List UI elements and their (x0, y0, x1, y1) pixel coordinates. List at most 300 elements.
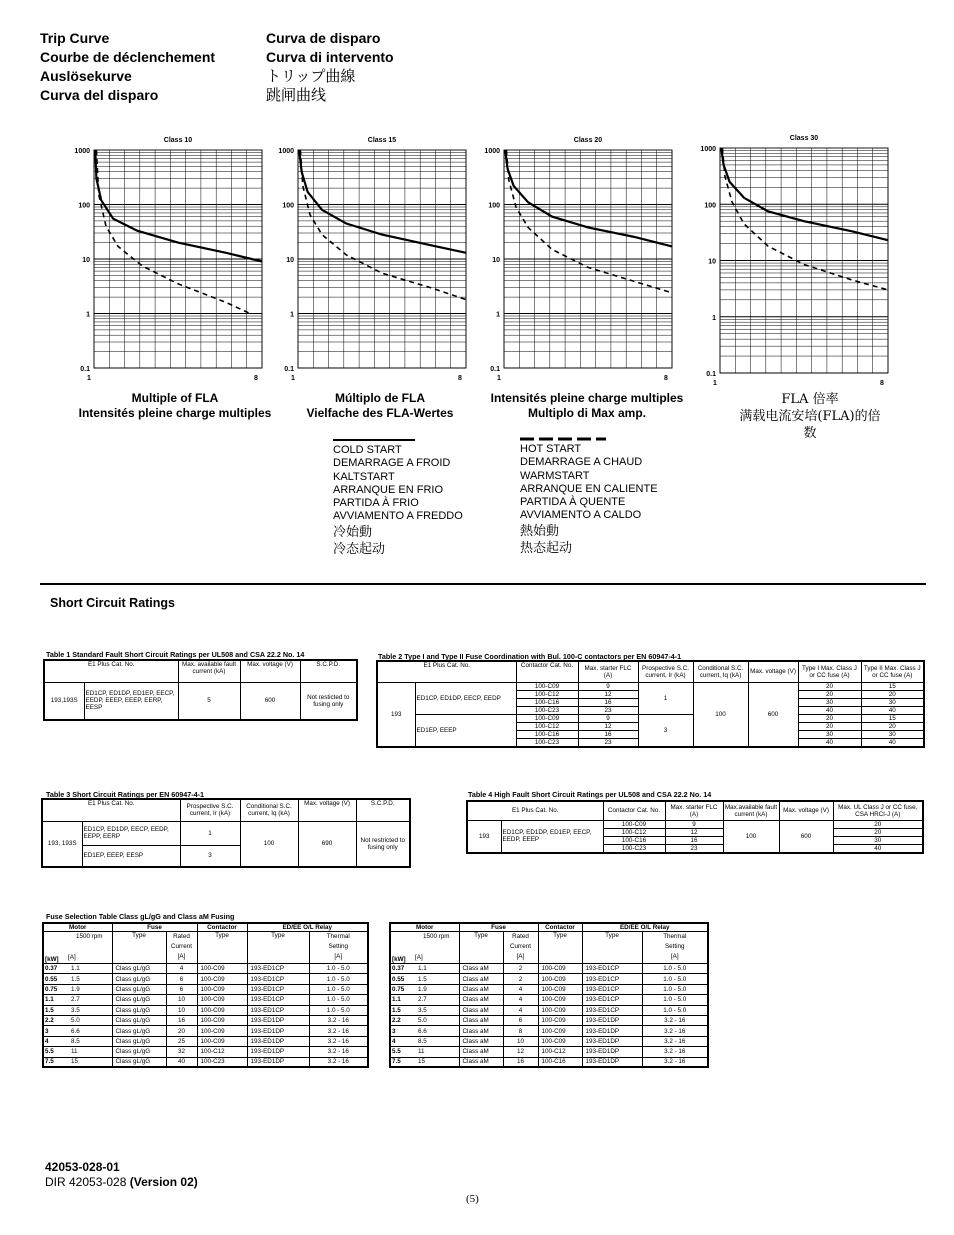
fuse-cell: Class aM (459, 1005, 503, 1015)
table2-cell: 23 (578, 706, 638, 714)
section-divider (40, 583, 926, 585)
legend-cold-cjk: 冷始動 (333, 524, 373, 540)
y-tick-label: 100 (704, 202, 716, 210)
legend-dashed-line (520, 436, 606, 442)
fuse-cell: 15 (67, 1057, 112, 1067)
table2-header: E1 Plus Cat. No. (377, 661, 516, 682)
fuse-cell: Class aM (459, 995, 503, 1005)
fuse-cell: 3.2 - 16 (309, 1015, 368, 1025)
fuse-row (390, 1015, 708, 1025)
fuse-row (43, 995, 368, 1005)
fuse-header: Type (459, 932, 503, 964)
legend-cold-line: ARRANQUE EN FRIO (333, 483, 444, 496)
fuse-cell: Class gL/gG (112, 964, 166, 974)
fuse-cell: 193-ED1DP (247, 1047, 309, 1057)
caption-line: Multiplo di Max amp. (527, 406, 646, 420)
fuse-table-gl (42, 922, 369, 1068)
fuse-cell: 193-ED1DP (582, 1047, 642, 1057)
fuse-cell: 100-C09 (197, 1015, 247, 1025)
hot-start-curve (300, 150, 466, 300)
table1-header: Max. available fault current (kA) (178, 660, 240, 682)
fuse-cell: 3.2 - 16 (309, 1036, 368, 1046)
fuse-row (390, 1026, 708, 1036)
table2-cell: 100-C09 (516, 714, 578, 722)
table4-cell: 16 (665, 836, 723, 844)
trip-curve-chart-class-15 (264, 132, 474, 384)
fuse-cell: 2.2 (43, 1015, 67, 1025)
fuse-cell: 4 (166, 964, 197, 974)
table2-header: Type I Max. Class J or CC fuse (A) (798, 661, 861, 682)
table4-cell: 20 (833, 828, 923, 836)
fuse-cell: Class gL/gG (112, 1047, 166, 1057)
fuse-cell: 193-ED1CP (582, 1005, 642, 1015)
chart-title: Class 15 (367, 137, 397, 144)
fuse-cell: 1.1 (67, 964, 112, 974)
table2-cell: 1 (638, 682, 693, 714)
table4-cell: 20 (833, 820, 923, 828)
fuse-cell: 4 (43, 1036, 67, 1046)
fuse-header-line: [A] (670, 953, 679, 960)
fuse-row (390, 964, 708, 974)
table4-cell: 600 (779, 820, 833, 853)
fuse-cell: 1.0 - 5.0 (309, 964, 368, 974)
fuse-cell: 193-ED1DP (247, 1026, 309, 1036)
table2-cell: 100-C23 (516, 738, 578, 747)
trip-curve-chart-class-20 (470, 132, 680, 384)
fuse-cell: 2.7 (414, 995, 459, 1005)
fuse-row (43, 1005, 368, 1015)
x-tick-label: 1 (497, 375, 501, 382)
fuse-cell: 0.55 (390, 974, 414, 984)
y-tick-label: 1 (712, 314, 716, 322)
fuse-cell: 100-C09 (538, 964, 582, 974)
fuse-cell: Class gL/gG (112, 1036, 166, 1046)
fuse-header: Contactor (538, 923, 582, 932)
table3-header: Max. voltage (V) (298, 799, 356, 821)
fuse-cell: 193-ED1CP (582, 974, 642, 984)
fuse-row (43, 964, 368, 974)
fuse-gl-body (43, 964, 368, 1068)
fuse-cell: 193-ED1DP (582, 1057, 642, 1067)
fuse-cell: 40 (166, 1057, 197, 1067)
table2-cell: 600 (748, 682, 798, 747)
table2-cell: 20 (861, 690, 924, 698)
trip-curve-chart-class-10 (60, 132, 270, 384)
fuse-am-body (390, 964, 708, 1068)
y-tick-label: 100 (78, 202, 90, 210)
fuse-header: ED/EE O/L Relay (247, 923, 368, 932)
fuse-cell: 1.0 - 5.0 (309, 995, 368, 1005)
caption-line: 满载电流安培(FLA)的倍数 (739, 409, 881, 441)
fuse-cell: 5.0 (414, 1015, 459, 1025)
fuse-row (390, 984, 708, 994)
fuse-cell: 3 (390, 1026, 414, 1036)
table4-cell: 100-C16 (603, 836, 665, 844)
table2-cell: ED1CP, ED1DP, EECP, EEDP (415, 682, 516, 714)
fuse-cell: Class gL/gG (112, 1005, 166, 1015)
table3-cell: 690 (298, 821, 356, 867)
fuse-cell: 193-ED1DP (582, 1036, 642, 1046)
table2-cell: 40 (861, 738, 924, 747)
fuse-cell: 5.5 (390, 1047, 414, 1057)
table4-cell: 100-C23 (603, 844, 665, 853)
table4-cell: 30 (833, 836, 923, 844)
table2-cell: 30 (798, 698, 861, 706)
fuse-row (390, 974, 708, 984)
fuse-cell: Class aM (459, 1026, 503, 1036)
table2-cell: 193 (377, 682, 415, 747)
fuse-cell: 100-C09 (538, 984, 582, 994)
fuse-cell: 15 (414, 1057, 459, 1067)
y-tick-label: 10 (286, 257, 294, 264)
table2-header: Prospective S.C. current, Ir (kA) (638, 661, 693, 682)
table3-cell: 193, 193S (42, 821, 82, 867)
table3-cell: Not restricted to fusing only (356, 821, 410, 867)
fuse-cell: 7.5 (43, 1057, 67, 1067)
fuse-header: ED/EE O/L Relay (582, 923, 708, 932)
fuse-cell: 1.0 - 5.0 (309, 1005, 368, 1015)
fuse-row (43, 1015, 368, 1025)
x-tick-label: 8 (664, 375, 668, 382)
table1-header: Max. voltage (V) (240, 660, 300, 682)
fuse-header: Type (582, 932, 642, 964)
table4-header: E1 Plus Cat. No. (467, 801, 603, 820)
fuse-cell: 32 (166, 1047, 197, 1057)
fuse-cell: Class aM (459, 964, 503, 974)
table1-header: S.C.P.D. (300, 660, 357, 682)
table4-cell: 23 (665, 844, 723, 853)
y-tick-label: 1000 (74, 148, 90, 155)
caption-line: Múltiplo de FLA (335, 391, 425, 405)
caption-chart-4 (735, 391, 885, 442)
fuse-cell: 1.1 (390, 995, 414, 1005)
fuse-cell: 2.2 (390, 1015, 414, 1025)
table3-cell: 1 (180, 821, 240, 845)
y-tick-label: 0.1 (490, 366, 500, 373)
x-tick-label: 1 (87, 375, 91, 382)
table2-cell: 100-C23 (516, 706, 578, 714)
fuse-header-line: Rated (512, 933, 529, 940)
fuse-cell: 5.5 (43, 1047, 67, 1057)
fuse-header (414, 932, 459, 964)
fuse-cell: 1.0 - 5.0 (642, 974, 708, 984)
table4-header: Max. starter FLC (A) (665, 801, 723, 820)
table3-header: Conditional S.C. current, Iq (kA) (240, 799, 298, 821)
fuse-cell: Class aM (459, 1057, 503, 1067)
table2-header: Conditional S.C. current, Iq (kA) (693, 661, 748, 682)
table2-cell: ED1EP, EEEP (415, 714, 516, 747)
table2-cell: 40 (861, 706, 924, 714)
table3 (41, 798, 411, 868)
table2-cell: 40 (798, 738, 861, 747)
fuse-cell: 4 (503, 984, 538, 994)
y-tick-label: 1 (86, 311, 90, 319)
fuse-header: Type (538, 932, 582, 964)
page-number: (5) (466, 1193, 479, 1205)
fuse-header-line: Current (510, 943, 531, 950)
fuse-cell: 100-C09 (197, 995, 247, 1005)
fuse-cell: 193-ED1CP (247, 1005, 309, 1015)
y-tick-label: 10 (82, 257, 90, 264)
table2-cell: 20 (798, 682, 861, 690)
legend-cold-line: PARTIDA À FRIO (333, 497, 419, 510)
table2-cell: 20 (798, 722, 861, 730)
fuse-row (43, 1057, 368, 1067)
fuse-cell: 3.2 - 16 (642, 1036, 708, 1046)
fuse-row (390, 1036, 708, 1046)
legend-cold-line: DEMARRAGE A FROID (333, 457, 451, 470)
fuse-cell: 1.5 (414, 974, 459, 984)
table2-cell: 15 (861, 682, 924, 690)
fuse-cell: 193-ED1DP (247, 1036, 309, 1046)
table2-cell: 3 (638, 714, 693, 747)
table2-cell: 12 (578, 690, 638, 698)
title-block-left (40, 29, 215, 105)
fuse-cell: 3 (43, 1026, 67, 1036)
table4-cell: 193 (467, 820, 501, 853)
cold-start-curve (95, 150, 262, 262)
fuse-cell: 193-ED1CP (247, 984, 309, 994)
fuse-cell: 6 (503, 1015, 538, 1025)
fuse-cell: 3.5 (67, 1005, 112, 1015)
fuse-row (390, 1057, 708, 1067)
hot-start-curve (96, 150, 250, 314)
fuse-cell: 1.0 - 5.0 (642, 964, 708, 974)
fuse-cell: 16 (503, 1057, 538, 1067)
table3-cell: ED1EP, EEEP, EESP (82, 845, 180, 867)
fuse-cell: 12 (503, 1047, 538, 1057)
fuse-cell: 5.0 (67, 1015, 112, 1025)
legend-hot (520, 443, 658, 557)
fuse-header-line: Rated (173, 933, 190, 940)
fuse-header-line: Thermal (663, 933, 687, 940)
fuse-header-line: [A] (516, 953, 525, 960)
legend-cold-line: KALTSTART (333, 470, 395, 483)
fuse-cell: 1.0 - 5.0 (309, 974, 368, 984)
fuse-row (43, 974, 368, 984)
table1 (43, 659, 358, 721)
fuse-cell: 20 (166, 1026, 197, 1036)
table3-cell: 100 (240, 821, 298, 867)
table1-cell: ED1CP, ED1DP, ED1EP, EECP, EEDP, EEEP, EEEP, EERP, EESP (84, 682, 178, 720)
y-tick-label: 1000 (700, 146, 716, 153)
y-tick-label: 1000 (278, 148, 294, 155)
fuse-cell: Class aM (459, 1015, 503, 1025)
fuse-header-line: [A] (68, 954, 76, 961)
legend-hot-line: PARTIDA À QUENTE (520, 496, 626, 509)
fuse-cell: 1.1 (43, 995, 67, 1005)
fuse-row (43, 984, 368, 994)
title-zh: 跳闸曲线 (266, 86, 327, 104)
table2-cell: 100-C09 (516, 682, 578, 690)
chart-grid (504, 150, 672, 368)
footer-block (45, 1160, 198, 1190)
fuse-cell: 193-ED1CP (582, 964, 642, 974)
table4-header: Contactor Cat. No. (603, 801, 665, 820)
y-tick-label: 0.1 (706, 371, 716, 378)
fuse-header: Type (197, 932, 247, 964)
x-tick-label: 1 (713, 380, 717, 387)
fuse-cell: Class gL/gG (112, 1026, 166, 1036)
fuse-cell: 100-C09 (197, 964, 247, 974)
fuse-cell: 1.0 - 5.0 (309, 984, 368, 994)
title-en: Trip Curve (40, 30, 110, 46)
fuse-header: Type (112, 932, 166, 964)
fuse-cell: 100-C09 (197, 974, 247, 984)
fuse-cell: 1.0 - 5.0 (642, 1005, 708, 1015)
fuse-cell: 193-ED1DP (247, 1015, 309, 1025)
fuse-cell: 100-C16 (538, 1057, 582, 1067)
legend-cold-cjk: 冷态起动 (333, 541, 386, 557)
fuse-cell: 193-ED1CP (247, 974, 309, 984)
fuse-cell: 193-ED1DP (582, 1015, 642, 1025)
title-fr: Courbe de déclenchement (40, 49, 216, 65)
fuse-cell: 100-C09 (538, 974, 582, 984)
legend-hot-line: WARMSTART (520, 469, 590, 482)
fuse-cell: 11 (414, 1047, 459, 1057)
table1-cell: Not resticted to fusing only (300, 682, 357, 720)
fuse-cell: 8.5 (67, 1036, 112, 1046)
fuse-cell: 8 (503, 1026, 538, 1036)
y-tick-label: 1 (290, 311, 294, 319)
fuse-cell: 100-C09 (538, 1026, 582, 1036)
table2-header: Max. starter FLC (A) (578, 661, 638, 682)
fuse-cell: 10 (503, 1036, 538, 1046)
table4 (466, 800, 924, 854)
chart-grid (720, 148, 888, 373)
fuse-cell: 100-C12 (538, 1047, 582, 1057)
table2-cell: 100-C16 (516, 730, 578, 738)
fuse-cell: 10 (166, 995, 197, 1005)
title-de: Auslösekurve (40, 68, 132, 84)
fuse-cell: 193-ED1CP (247, 964, 309, 974)
fuse-cell: 4 (503, 995, 538, 1005)
table4-cell: 9 (665, 820, 723, 828)
fuse-header-line: Setting (664, 943, 685, 950)
table3-header: E1 Plus Cat. No. (42, 799, 180, 821)
fuse-cell: 3.2 - 16 (642, 1026, 708, 1036)
caption-chart-2 (285, 391, 475, 421)
fuse-cell: 1.1 (414, 964, 459, 974)
fuse-cell: 3.2 - 16 (309, 1026, 368, 1036)
fuse-cell: 3.2 - 16 (642, 1047, 708, 1057)
fuse-header-line: Thermal (326, 933, 350, 940)
fuse-cell: 100-C09 (197, 984, 247, 994)
fuse-cell: Class aM (459, 984, 503, 994)
fuse-cell: Class aM (459, 1047, 503, 1057)
legend-hot-cjk: 熱始動 (520, 523, 560, 539)
fuse-header: Fuse (459, 923, 538, 932)
fuse-cell: 2 (503, 974, 538, 984)
caption-line: Intensités pleine charge multiples (78, 406, 272, 420)
fuse-cell: 0.75 (390, 984, 414, 994)
fuse-cell: 1.9 (67, 984, 112, 994)
fuse-cell: 6 (166, 984, 197, 994)
caption-line: Vielfache des FLA-Wertes (306, 406, 454, 420)
fuse-cell: 3.5 (414, 1005, 459, 1015)
legend-hot-line: DEMARRAGE A CHAUD (520, 456, 643, 469)
fuse-cell: 3.2 - 16 (642, 1015, 708, 1025)
fuse-row (390, 995, 708, 1005)
fuse-cell: 2 (503, 964, 538, 974)
y-tick-label: 0.1 (80, 366, 90, 373)
fuse-header: [kW] (43, 932, 67, 964)
fuse-cell: 6.6 (67, 1026, 112, 1036)
y-tick-label: 100 (488, 202, 500, 210)
legend-hot-line: AVVIAMENTO A CALDO (520, 509, 642, 522)
table2-cell: 16 (578, 730, 638, 738)
fuse-header: Contactor (197, 923, 247, 932)
fuse-header (309, 932, 368, 964)
fuse-header-line: Current (171, 943, 192, 950)
table2-cell: 30 (798, 730, 861, 738)
caption-chart-1 (60, 391, 290, 421)
table4-header: Max. voltage (V) (779, 801, 833, 820)
fuse-cell: 1.9 (414, 984, 459, 994)
trip-curve-chart-class-30 (686, 130, 896, 392)
fuse-cell: 100-C09 (538, 1015, 582, 1025)
y-tick-label: 10 (708, 258, 716, 266)
table2-cell: 16 (578, 698, 638, 706)
fuse-header-line: Setting (328, 943, 349, 950)
caption-chart-3 (478, 391, 696, 421)
fuse-cell: 4 (390, 1036, 414, 1046)
fuse-row (43, 1036, 368, 1046)
table3-header: Prospective S.C. current, Ir (kA) (180, 799, 240, 821)
fuse-cell: 2.7 (67, 995, 112, 1005)
table2-header: Contactor Cat. No. (516, 661, 578, 682)
fuse-cell: 0.37 (43, 964, 67, 974)
fuse-cell: 4 (503, 1005, 538, 1015)
fuse-cell: 193-ED1DP (582, 1026, 642, 1036)
chart-title: Class 20 (573, 137, 603, 144)
fuse-row (390, 1005, 708, 1015)
chart-title: Class 30 (789, 135, 819, 142)
cold-start-curve (505, 150, 672, 246)
fuse-cell: 100-C09 (538, 1036, 582, 1046)
fuse-table-am (389, 922, 709, 1068)
chart-title: Class 10 (163, 137, 193, 144)
fuse-cell: 193-ED1CP (247, 995, 309, 1005)
fuse-header: Motor (390, 923, 459, 932)
table3-cell: ED1CP, ED1DP, EECP, EEDP, EEPP, EERP (82, 821, 180, 845)
fuse-cell: Class gL/gG (112, 984, 166, 994)
fuse-row (43, 1026, 368, 1036)
y-tick-label: 10 (492, 257, 500, 264)
legend-cold-line: AVVIAMENTO A FREDDO (333, 510, 463, 523)
legend-hot-line: HOT START (520, 443, 582, 455)
fuse-cell: Class aM (459, 974, 503, 984)
footer-doc-number: 42053-028-01 (45, 1160, 120, 1174)
title-pt: Curva de disparo (266, 30, 381, 46)
table2-cell: 20 (798, 714, 861, 722)
table4-cell: 100-C12 (603, 828, 665, 836)
table2-cell: 100-C12 (516, 690, 578, 698)
table4-caption: Table 4 High Fault Short Circuit Ratings per UL508 and CSA 22.2 No. 14 (468, 790, 712, 799)
footer-version: (Version 02) (129, 1175, 198, 1189)
table2-header: Max. voltage (V) (748, 661, 798, 682)
fuse-cell: 1.5 (43, 1005, 67, 1015)
fuse-cell: 3.2 - 16 (309, 1057, 368, 1067)
table2-cell: 23 (578, 738, 638, 747)
title-es: Curva del disparo (40, 87, 159, 103)
table2-cell: 40 (798, 706, 861, 714)
fuse-cell: 0.37 (390, 964, 414, 974)
fuse-cell: 193-ED1DP (247, 1057, 309, 1067)
table2-cell: 30 (861, 698, 924, 706)
fuse-cell: 10 (166, 1005, 197, 1015)
fuse-cell: 3.2 - 16 (642, 1057, 708, 1067)
